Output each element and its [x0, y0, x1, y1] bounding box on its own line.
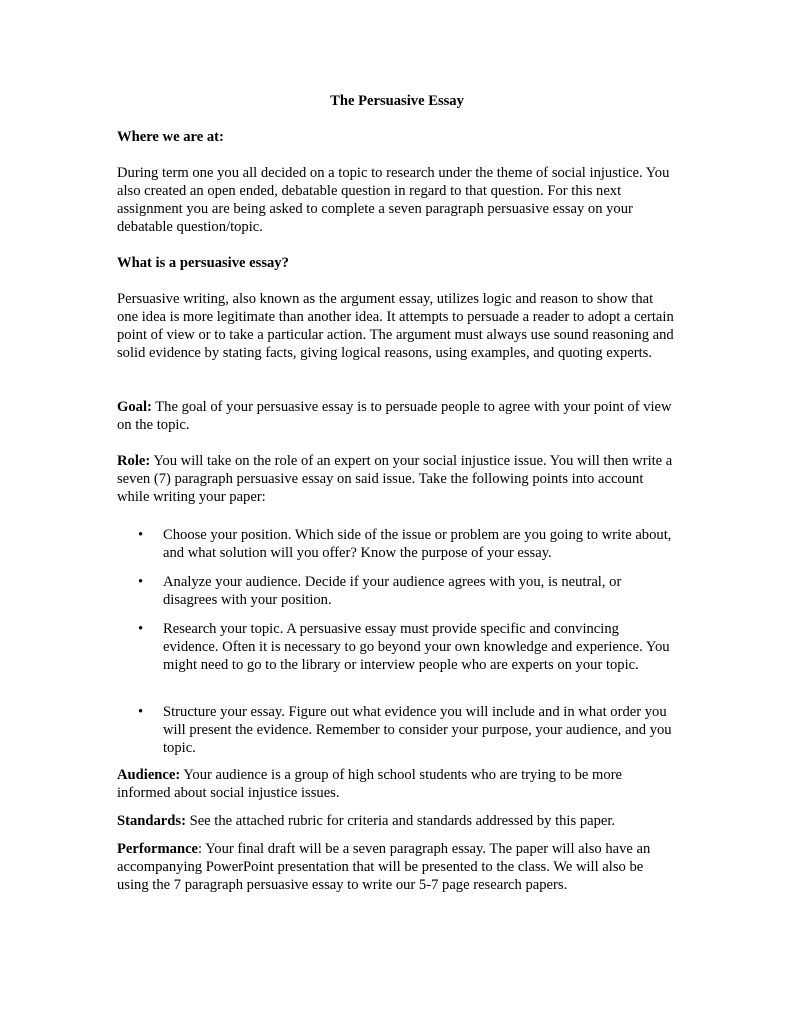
standards-label: Standards:	[117, 813, 186, 829]
audience-label: Audience:	[117, 767, 181, 783]
audience-text: Your audience is a group of high school students who are trying to be more informed about social injustice issues.	[117, 767, 623, 801]
document-title: The Persuasive Essay	[330, 93, 464, 109]
performance-label: Performance	[117, 841, 199, 857]
bullet-icon: •	[138, 527, 144, 543]
list-item-text: Research your topic. A persuasive essay must provide specific and convincing evidence. Often it is necessary to go beyond your own knowledge and experience. You might need to go to the library or interview people who are experts on your topic.	[163, 621, 670, 673]
role-text: You will take on the role of an expert on your social injustice issue. You will then write a seven (7) paragraph persuasive essay on said issue. Take the following points into account while writing your paper:	[117, 453, 673, 505]
list-item	[117, 620, 677, 692]
paragraph-audience	[117, 766, 677, 802]
role-label: Role:	[117, 453, 151, 469]
paragraph-what-is-persuasive: Persuasive writing, also known as the argument essay, utilizes logic and reason to show that one idea is more legitimate than another idea. It attempts to persuade a reader to adopt a certain point of view or to take a particular action. The argument must always use sound reasoning and solid evidence by stating facts, giving logical reasons, using examples, and quoting experts.	[117, 291, 674, 361]
section-heading-what-is-persuasive: What is a persuasive essay?	[117, 255, 289, 271]
paragraph-performance	[117, 840, 677, 894]
list-item	[117, 573, 677, 609]
paragraph-where-we-are-at: During term one you all decided on a topic to research under the theme of social injustice. You also created an open ended, debatable question in regard to that question. For this next assignment you are being asked to complete a seven paragraph persuasive essay on your debatable question/topic.	[117, 165, 670, 235]
list-item-text: Choose your position. Which side of the issue or problem are you going to write about, and what solution will you offer? Know the purpose of your essay.	[163, 527, 672, 561]
list-item	[117, 703, 677, 757]
performance-text: : Your final draft will be a seven paragraph essay. The paper will also have an accompanying PowerPoint presentation that will be presented to the class. We will also be using the 7 paragraph persuasive essay to write our 5-7 page research papers.	[117, 841, 651, 893]
goal-text: The goal of your persuasive essay is to persuade people to agree with your point of view on the topic.	[117, 399, 672, 433]
list-item-text: Structure your essay. Figure out what evidence you will include and in what order you will present the evidence. Remember to consider your purpose, your audience, and you topic.	[163, 704, 672, 756]
section-heading-where-we-are-at: Where we are at:	[117, 129, 224, 145]
bullet-icon: •	[138, 574, 144, 590]
bullet-icon: •	[138, 621, 144, 637]
paragraph-role	[117, 452, 677, 506]
list-item	[117, 526, 677, 562]
document-page	[117, 92, 677, 894]
paragraph-goal	[117, 398, 677, 434]
points-list	[117, 526, 677, 757]
bullet-icon: •	[138, 704, 144, 720]
paragraph-standards	[117, 812, 677, 830]
standards-text: See the attached rubric for criteria and standards addressed by this paper.	[185, 813, 616, 829]
goal-label: Goal:	[117, 399, 152, 415]
list-item-text: Analyze your audience. Decide if your audience agrees with you, is neutral, or disagrees with your position.	[163, 574, 622, 608]
